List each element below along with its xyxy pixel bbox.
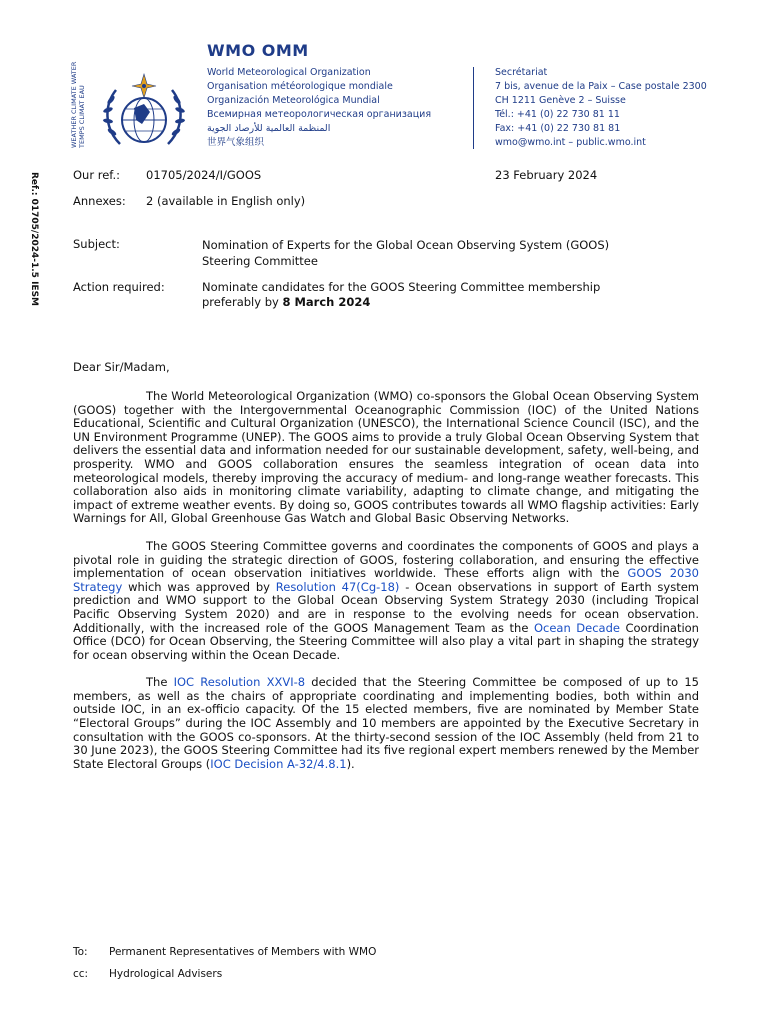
org-name-fr: Organisation météorologique mondiale	[207, 81, 393, 92]
goos-2030-strategy-link[interactable]: GOOS 2030 Strategy	[73, 566, 699, 594]
ioc-decision-a32-link[interactable]: IOC Decision A-32/4.8.1	[210, 756, 347, 771]
wmo-emblem-logo	[98, 70, 190, 156]
p3-text-a: The	[146, 675, 174, 690]
brand-title: WMO OMM	[207, 41, 309, 60]
subject-line-2: Steering Committee	[202, 254, 318, 268]
paragraph-1: The World Meteorological Organization (WMO) co-sponsors the Global Ocean Observing System (GOOS) together with the Intergovernmental Oceanographic Commission (IOC) of the United Nations Educational, Scientific and Cultural Organization (UNESCO), the International Science Council (ISC), and the UN Environment Programme (UNEP). The GOOS aims to provide a truly Global Ocean Observing System that delivers the essential data and information needed for our sustainable development, safety, well-being, and prosperity. WMO and GOOS collaboration ensures the seamless integration of ocean data into meteorological models, thereby improving the accuracy of medium- and long-range weather forecasts. This collaboration also aids in monitoring climate variability, adapting to climate change, and mitigating the impact of extreme weather events. By doing so, GOOS contributes towards all WMO flagship activities: Early Warnings for All, Global Greenhouse Gas Watch and Global Basic Observing Networks.	[73, 389, 699, 526]
org-names	[207, 66, 431, 150]
secretariat-web[interactable]: wmo@wmo.int – public.wmo.int	[495, 137, 646, 148]
paragraph-3	[73, 676, 699, 771]
secretariat-street: 7 bis, avenue de la Paix – Case postale 2300	[495, 81, 707, 92]
letter-body	[73, 390, 699, 771]
p2-text-c: - Ocean observations in support of Earth system prediction and WMO support to the Global Ocean Observing System Strategy 2030 (including Tropical Pacific Observing System 2020) and are in response to the evolving needs for ocean observation. Additionally, with the increased role of the GOOS Management Team as the	[73, 579, 699, 635]
our-ref-label: Our ref.:	[73, 168, 121, 182]
to-value: Permanent Representatives of Members with WMO	[109, 946, 377, 958]
org-name-es: Organización Meteorológica Mundial	[207, 95, 380, 106]
to-label: To:	[73, 946, 88, 958]
side-tagline-1: WEATHER CLIMATE WATER	[70, 61, 78, 148]
our-ref-value: 01705/2024/I/GOOS	[146, 168, 262, 182]
action-deadline: 8 March 2024	[282, 295, 371, 309]
p2-text-b: which was approved by	[122, 579, 276, 594]
action-line-2	[202, 295, 600, 310]
cc-value: Hydrological Advisers	[109, 968, 223, 980]
letter-date: 23 February 2024	[495, 168, 598, 182]
org-name-zh: 世界气象组织	[207, 137, 265, 148]
p3-text-c: ).	[346, 756, 355, 771]
p3-text-b: decided that the Steering Committee be composed of up to 15 members, as well as the chairs of appropriate coordinating and implementing bodies, both within and outside IOC, in an ex-officio capacity. Of the 15 elected members, five are nominated by Member State “Electoral Groups” during the IOC Assembly and 10 members are appointed by the Executive Secretary in consultation with the GOOS co-sponsors. At the thirty-second session of the IOC Assembly (held from 21 to 30 June 2023), the GOOS Steering Committee had its five regional expert members renewed by the Member State Electoral Groups (	[73, 675, 699, 771]
org-name-en: World Meteorological Organization	[207, 67, 371, 78]
subject-line-1: Nomination of Experts for the Global Ocean Observing System (GOOS)	[202, 238, 610, 252]
org-name-ar: المنظمة العالمية للأرصاد الجوية	[207, 123, 331, 134]
subject-value	[202, 237, 609, 269]
resolution-47-link[interactable]: Resolution 47(Cg-18)	[275, 579, 400, 594]
paragraph-2	[73, 540, 699, 662]
cc-label: cc:	[73, 968, 89, 980]
secretariat-phone: Tél.: +41 (0) 22 730 81 11	[495, 109, 620, 120]
secretariat-title: Secrétariat	[495, 67, 548, 78]
side-reference	[28, 170, 44, 310]
side-tagline	[58, 60, 88, 150]
secretariat-address	[495, 66, 707, 150]
salutation: Dear Sir/Madam,	[73, 360, 170, 374]
header-divider	[473, 67, 474, 149]
action-line-2-prefix: preferably by	[202, 295, 283, 309]
side-reference-text: Ref.: 01705/2024-1.5 IESM	[29, 172, 39, 307]
side-tagline-2: TEMPS CLIMAT EAU	[78, 85, 86, 148]
action-label: Action required:	[73, 280, 165, 294]
annexes-label: Annexes:	[73, 194, 126, 208]
secretariat-fax: Fax: +41 (0) 22 730 81 81	[495, 123, 621, 134]
action-value	[202, 280, 600, 310]
org-name-ru: Всемирная метеорологическая организация	[207, 109, 432, 120]
annexes-value: 2 (available in English only)	[146, 194, 306, 208]
ocean-decade-link[interactable]: Ocean Decade	[533, 620, 620, 635]
subject-label: Subject:	[73, 237, 120, 251]
ioc-resolution-xxvi-8-link[interactable]: IOC Resolution XXVI-8	[173, 675, 306, 690]
p2-text-a: The GOOS Steering Committee governs and coordinates the components of GOOS and plays a pivotal role in guiding the strategic direction of GOOS, fostering collaboration, and ensuring the effective implementation of ocean observation initiatives worldwide. These efforts align with the	[73, 538, 699, 581]
p2-text-d: Coordination Office (DCO) for Ocean Observing, the Steering Committee will also play a vital part in shaping the strategy for ocean observing within the Ocean Decade.	[73, 620, 699, 662]
secretariat-city: CH 1211 Genève 2 – Suisse	[495, 95, 626, 106]
action-line-1: Nominate candidates for the GOOS Steering Committee membership	[202, 280, 601, 294]
